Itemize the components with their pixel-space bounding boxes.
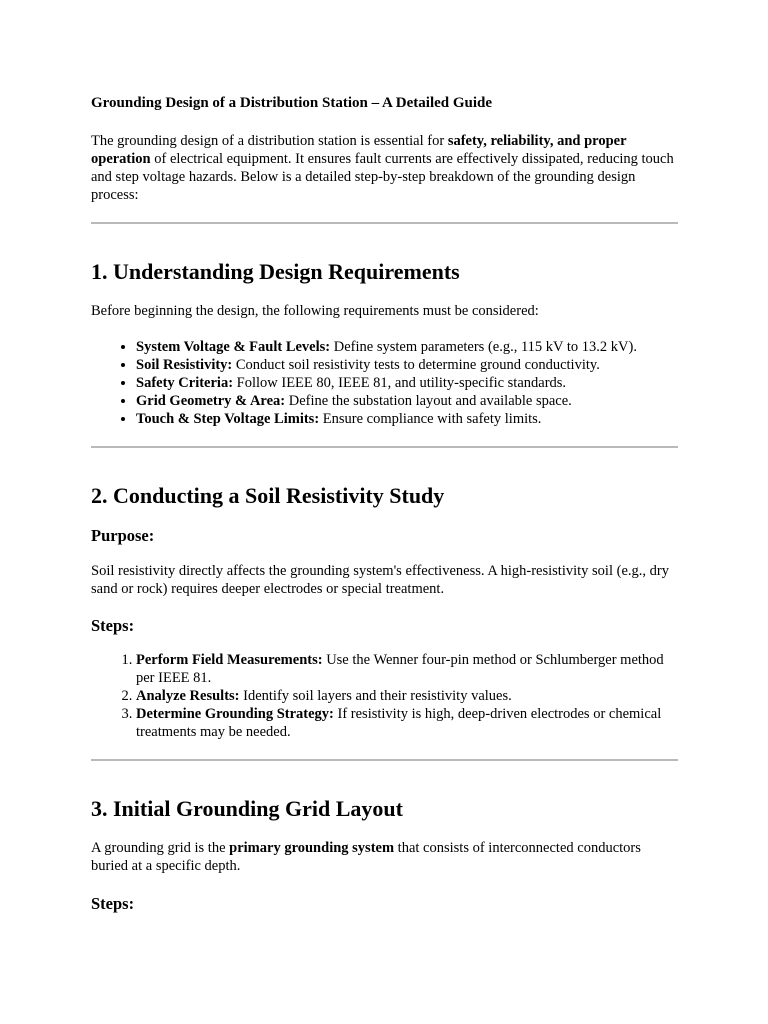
- steps-list: [91, 651, 678, 741]
- list-item: [136, 356, 678, 374]
- list-item-label: Touch & Step Voltage Limits:: [136, 411, 320, 427]
- list-item-text: Ensure compliance with safety limits.: [319, 411, 542, 427]
- list-item: [136, 338, 678, 356]
- list-item: [136, 392, 678, 410]
- document-content: [91, 94, 678, 914]
- intro-text-bold: safety, reliability, and proper operation: [91, 133, 627, 167]
- section-3-text-after: that consists of interconnected conductors buried at a specific depth.: [91, 840, 641, 874]
- intro-text-before: The grounding design of a distribution station is essential for: [91, 133, 448, 149]
- steps-heading: Steps:: [91, 894, 135, 913]
- section-divider: [91, 222, 678, 224]
- list-item-text: Follow IEEE 80, IEEE 81, and utility-specific standards.: [233, 375, 567, 391]
- list-item-label: Soil Resistivity:: [136, 357, 233, 373]
- section-1-heading: 1. Understanding Design Requirements: [91, 259, 460, 284]
- section-divider: [91, 446, 678, 448]
- list-item-label: Determine Grounding Strategy:: [136, 706, 334, 722]
- steps-heading: Steps:: [91, 616, 135, 635]
- list-item-label: Perform Field Measurements:: [136, 652, 323, 668]
- list-item: [136, 687, 678, 705]
- section-divider: [91, 759, 678, 761]
- list-item: [136, 374, 678, 392]
- section-2-heading: 2. Conducting a Soil Resistivity Study: [91, 483, 445, 508]
- list-item-label: Safety Criteria:: [136, 375, 234, 391]
- list-item: [136, 410, 678, 428]
- purpose-heading: Purpose:: [91, 526, 155, 545]
- section-3-paragraph: [91, 839, 678, 875]
- list-item-text: Identify soil layers and their resistivity values.: [239, 688, 512, 704]
- section-3-text-bold: primary grounding system: [229, 840, 395, 856]
- list-item-label: System Voltage & Fault Levels:: [136, 339, 331, 355]
- list-item-text: Define the substation layout and available space.: [285, 393, 572, 409]
- section-3-text-before: A grounding grid is the: [91, 840, 230, 856]
- intro-text-after: of electrical equipment. It ensures fault currents are effectively dissipated, reducing touch and step voltage hazards. Below is a detailed step-by-step breakdown of the grounding design process:: [91, 151, 674, 203]
- list-item-text: If resistivity is high, deep-driven electrodes or chemical treatments may be needed.: [136, 706, 662, 740]
- list-item-text: Define system parameters (e.g., 115 kV to 13.2 kV).: [330, 339, 637, 355]
- requirements-list: [91, 338, 678, 428]
- list-item-label: Grid Geometry & Area:: [136, 393, 286, 409]
- intro-paragraph: [91, 132, 678, 204]
- list-item-text: Use the Wenner four-pin method or Schlumberger method per IEEE 81.: [136, 652, 664, 686]
- list-item: [136, 705, 678, 741]
- section-1-lead: Before beginning the design, the following requirements must be considered:: [91, 303, 539, 319]
- document-title: Grounding Design of a Distribution Station – A Detailed Guide: [91, 95, 493, 111]
- section-3-heading: 3. Initial Grounding Grid Layout: [91, 796, 403, 821]
- list-item-label: Analyze Results:: [136, 688, 240, 704]
- list-item: [136, 651, 678, 687]
- list-item-text: Conduct soil resistivity tests to determine ground conductivity.: [232, 357, 600, 373]
- purpose-paragraph: Soil resistivity directly affects the grounding system's effectiveness. A high-resistivity soil (e.g., dry sand or rock) requires deeper electrodes or special treatment.: [91, 563, 669, 597]
